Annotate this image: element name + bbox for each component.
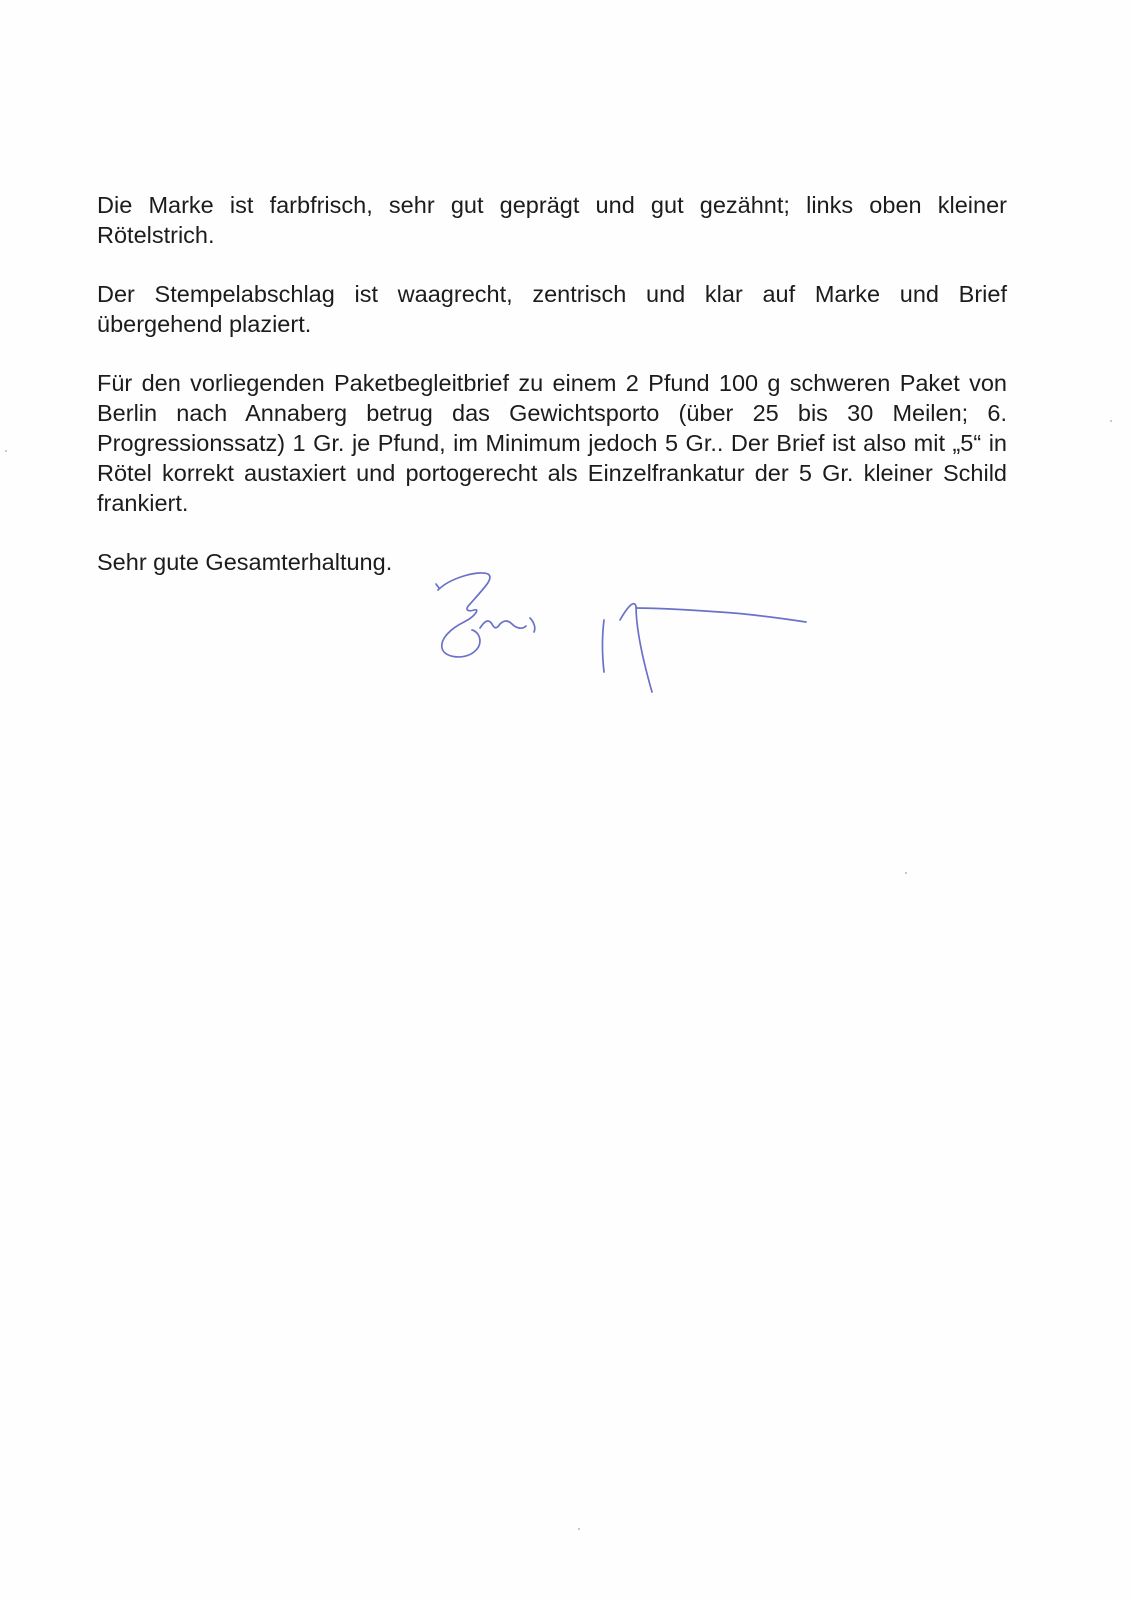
signature-stroke-letters <box>480 618 535 632</box>
paragraph-stamp-condition: Die Marke ist farbfrisch, sehr gut geprägt und gut gezähnt; links oben kleiner Rötelstrich. <box>97 192 1007 248</box>
signature-stroke-tick <box>436 584 439 588</box>
paper-speck <box>905 872 907 874</box>
paragraph-postmark: Der Stempelabschlag ist waagrecht, zentrisch und klar auf Marke und Brief übergehend plaziert. <box>97 281 1007 337</box>
paper-speck <box>1110 420 1112 422</box>
document-body <box>97 190 1007 606</box>
paragraph-overall-condition: Sehr gute Gesamterhaltung. <box>97 549 393 575</box>
paper-speck <box>578 1528 580 1530</box>
signature-stroke-initial <box>438 573 490 657</box>
signature-stroke-flourish <box>636 608 806 622</box>
handwritten-signature <box>430 560 820 700</box>
signature-stroke-vertical-2 <box>620 604 652 692</box>
paragraph-postage-rate: Für den vorliegenden Paketbegleitbrief zu einem 2 Pfund 100 g schweren Paket von Berlin nach Annaberg betrug das Gewichtsporto (über 25 bis 30 Meilen; 6. Progressionssatz) 1 Gr. je Pfund, im Minimum jedoch 5 Gr.. Der Brief ist also mit „5“ in Rötel korrekt austaxiert und portogerecht als Einzelfrankatur der 5 Gr. kleiner Schild frankiert. <box>97 370 1007 516</box>
paper-speck <box>5 450 7 452</box>
signature-stroke-vertical-1 <box>603 620 605 672</box>
